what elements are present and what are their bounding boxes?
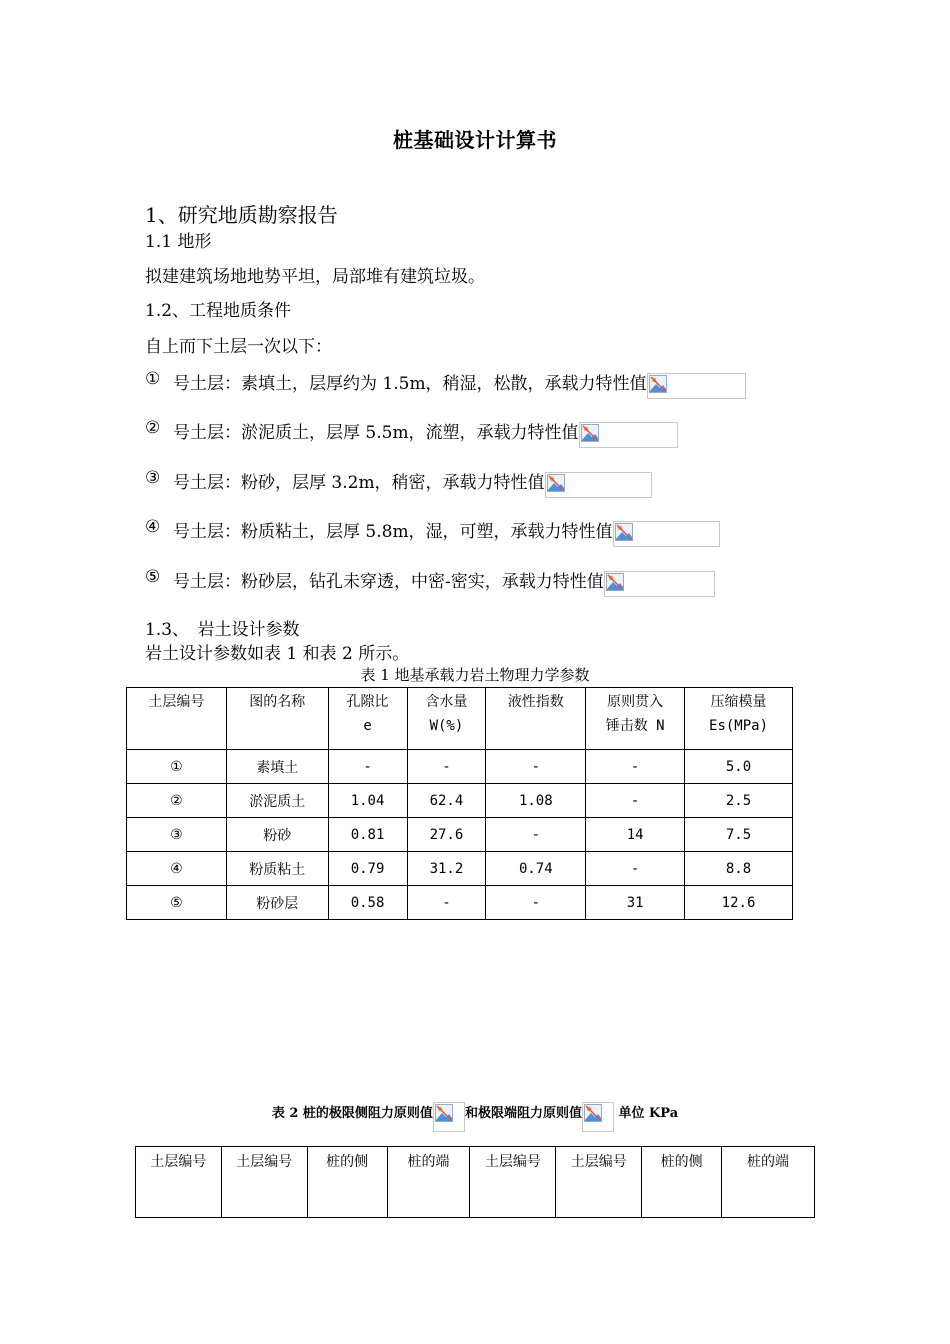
table-cell: - <box>407 750 486 784</box>
table-cell: 淤泥质土 <box>226 784 328 818</box>
table-2 <box>135 1146 815 1218</box>
table-cell: - <box>486 818 586 852</box>
table-cell: 12.6 <box>685 886 793 920</box>
table-2-caption <box>0 1102 950 1132</box>
section-1-3-heading: 1.3、 岩土设计参数 <box>145 620 300 640</box>
table-cell: ② <box>127 784 227 818</box>
header-cell: 桩的端 <box>722 1147 815 1218</box>
table-cell: - <box>407 886 486 920</box>
broken-image-icon <box>649 375 667 393</box>
header-cell: 含水量 W(%) <box>407 688 486 750</box>
table-row <box>127 750 793 784</box>
broken-image-placeholder <box>647 373 746 399</box>
layer-2-line <box>145 418 678 448</box>
table-cell: - <box>486 750 586 784</box>
table-2-caption-part-a: 表 2 桩的极限侧阻力原则值 <box>271 1106 433 1121</box>
broken-image-icon <box>547 474 565 492</box>
table-cell: 5.0 <box>685 750 793 784</box>
table-cell: 8.8 <box>685 852 793 886</box>
table-cell: 粉砂 <box>226 818 328 852</box>
layer-number: ⑤ <box>145 567 161 587</box>
header-cell: 液性指数 <box>486 688 586 750</box>
table-cell: 0.81 <box>328 818 407 852</box>
table-cell: ① <box>127 750 227 784</box>
table-cell: 62.4 <box>407 784 486 818</box>
header-cell: 土层编号 <box>221 1147 307 1218</box>
header-cell: 原则贯入 锤击数 N <box>586 688 685 750</box>
table-cell: 0.74 <box>486 852 586 886</box>
doc-title: 桩基础设计计算书 <box>393 128 557 152</box>
section-1-1-text: 拟建建筑场地地势平坦，局部堆有建筑垃圾。 <box>145 267 485 287</box>
header-cell: 压缩模量 Es(MPa) <box>685 688 793 750</box>
table-cell: 7.5 <box>685 818 793 852</box>
table-cell: 1.04 <box>328 784 407 818</box>
table-2-caption-unit: 单位 KPa <box>618 1106 679 1121</box>
broken-image-placeholder <box>579 422 678 448</box>
header-cell: 桩的侧 <box>307 1147 387 1218</box>
table-row <box>127 818 793 852</box>
table-row <box>127 852 793 886</box>
broken-image-icon <box>584 1104 602 1122</box>
layer-text: 号土层：淤泥质土，层厚 5.5m，流塑，承载力特性值 <box>173 423 579 443</box>
header-cell: 图的名称 <box>226 688 328 750</box>
section-1-3-text: 岩土设计参数如表 1 和表 2 所示。 <box>145 644 410 664</box>
broken-image-icon <box>606 573 624 591</box>
broken-image-icon <box>615 523 633 541</box>
broken-image-placeholder <box>604 571 715 597</box>
broken-image-icon <box>435 1104 453 1122</box>
section-1-heading: 1、研究地质勘察报告 <box>145 203 338 227</box>
section-1-1-heading: 1.1 地形 <box>145 232 212 252</box>
table-cell: 2.5 <box>685 784 793 818</box>
layer-number: ③ <box>145 468 161 488</box>
table-cell: - <box>586 750 685 784</box>
layer-1-line <box>145 369 746 399</box>
section-1-2-text: 自上而下土层一次以下： <box>145 337 332 357</box>
table-cell: 14 <box>586 818 685 852</box>
table-1 <box>126 687 793 920</box>
header-cell: 土层编号 <box>556 1147 642 1218</box>
table-row <box>127 886 793 920</box>
table-row <box>127 784 793 818</box>
header-cell: 孔隙比 e <box>328 688 407 750</box>
layer-number: ④ <box>145 517 161 537</box>
table-cell: 粉砂层 <box>226 886 328 920</box>
table-cell: 粉质粘土 <box>226 852 328 886</box>
table-cell: ③ <box>127 818 227 852</box>
header-cell: 土层编号 <box>136 1147 222 1218</box>
table-cell: - <box>586 784 685 818</box>
broken-image-icon <box>581 424 599 442</box>
layer-text: 号土层：粉砂，层厚 3.2m，稍密，承载力特性值 <box>173 473 545 493</box>
broken-image-placeholder <box>582 1102 614 1132</box>
layer-text: 号土层：素填土，层厚约为 1.5m，稍湿，松散，承载力特性值 <box>173 374 647 394</box>
header-cell: 土层编号 <box>127 688 227 750</box>
table-1-caption: 表 1 地基承载力岩土物理力学参数 <box>360 666 590 684</box>
table-cell: ⑤ <box>127 886 227 920</box>
broken-image-placeholder <box>545 472 652 498</box>
section-1-2-heading: 1.2、工程地质条件 <box>145 301 292 321</box>
layer-5-line <box>145 567 715 597</box>
table-cell: 0.58 <box>328 886 407 920</box>
table-cell: 素填土 <box>226 750 328 784</box>
layer-number: ① <box>145 369 161 389</box>
table-cell: - <box>328 750 407 784</box>
layer-3-line <box>145 468 652 498</box>
table-header-row <box>136 1147 815 1218</box>
layer-4-line <box>145 517 720 547</box>
table-header-row <box>127 688 793 750</box>
layer-text: 号土层：粉砂层，钻孔未穿透，中密-密实，承载力特性值 <box>173 572 604 592</box>
table-cell: - <box>586 852 685 886</box>
header-cell: 桩的侧 <box>642 1147 722 1218</box>
table-cell: 31.2 <box>407 852 486 886</box>
table-cell: - <box>486 886 586 920</box>
header-cell: 土层编号 <box>470 1147 556 1218</box>
broken-image-placeholder <box>613 521 720 547</box>
table-cell: 1.08 <box>486 784 586 818</box>
table-cell: ④ <box>127 852 227 886</box>
table-cell: 0.79 <box>328 852 407 886</box>
table-2-caption-part-b: 和极限端阻力原则值 <box>464 1106 582 1121</box>
table-cell: 31 <box>586 886 685 920</box>
header-cell: 桩的端 <box>387 1147 470 1218</box>
layer-number: ② <box>145 418 161 438</box>
layer-text: 号土层：粉质粘土，层厚 5.8m，湿，可塑，承载力特性值 <box>173 522 613 542</box>
table-cell: 27.6 <box>407 818 486 852</box>
broken-image-placeholder <box>433 1102 465 1132</box>
